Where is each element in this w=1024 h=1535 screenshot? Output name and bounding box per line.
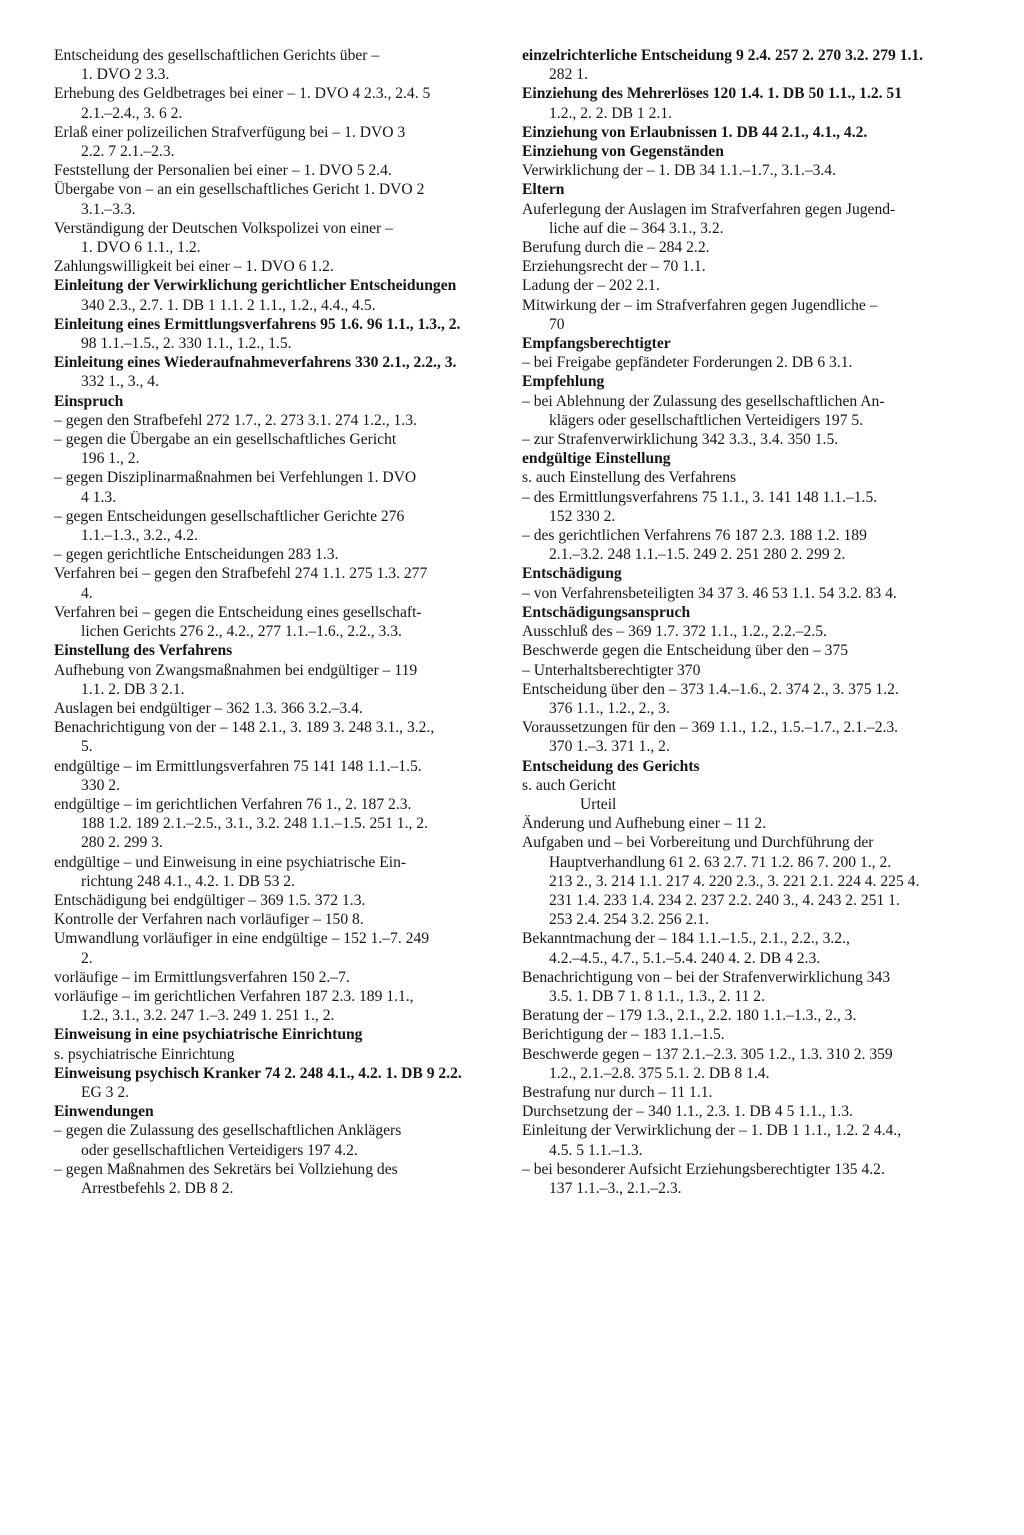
index-entry: – bei Ablehnung der Zulassung des gesellschaftlichen An- [522, 392, 885, 410]
index-entry: 376 1.1., 1.2., 2., 3. [549, 699, 670, 717]
index-heading: Einstellung des Verfahrens [54, 642, 233, 660]
index-entry: Verfahren bei – gegen die Entscheidung eines gesellschaft- [54, 603, 422, 621]
index-entry: Aufgaben und – bei Vorbereitung und Durchführung der [522, 834, 874, 852]
index-entry: 4. [81, 584, 93, 602]
index-entry: Erhebung des Geldbetrages bei einer – 1. DVO 4 2.3., 2.4. 5 [54, 85, 431, 103]
index-column-right [522, 46, 962, 1198]
index-entry: 98 1.1.–1.5., 2. 330 1.1., 1.2., 1.5. [81, 335, 292, 353]
index-heading: Einspruch [54, 392, 124, 410]
index-entry: 137 1.1.–3., 2.1.–2.3. [549, 1179, 682, 1197]
index-entry: Urteil [580, 795, 617, 813]
index-entry: Änderung und Aufhebung einer – 11 2. [522, 815, 767, 833]
index-entry: 2. [81, 949, 93, 967]
index-entry: 2.1.–2.4., 3. 6 2. [81, 104, 183, 122]
index-entry: 253 2.4. 254 3.2. 256 2.1. [549, 911, 709, 929]
index-entry: Ausschluß des – 369 1.7. 372 1.1., 1.2., 2.2.–2.5. [522, 623, 827, 641]
index-entry: – des gerichtlichen Verfahrens 76 187 2.3. 188 1.2. 189 [522, 527, 867, 545]
index-entry: – zur Strafenverwirklichung 342 3.3., 3.4. 350 1.5. [522, 431, 839, 449]
index-heading: Einweisung in eine psychiatrische Einrichtung [54, 1026, 363, 1044]
index-heading: einzelrichterliche Entscheidung 9 2.4. 257 2. 270 3.2. 279 1.1. [522, 47, 924, 64]
index-entry: 1.2., 2.1.–2.8. 375 5.1. 2. DB 8 1.4. [549, 1064, 770, 1082]
index-entry: Verwirklichung der – 1. DB 34 1.1.–1.7., 3.1.–3.4. [522, 162, 837, 180]
index-entry: 330 2. [81, 776, 120, 794]
index-entry: Aufhebung von Zwangsmaßnahmen bei endgültiger – 119 [54, 661, 418, 679]
index-heading: Einziehung des Mehrerlöses 120 1.4. 1. DB 50 1.1., 1.2. 51 [522, 85, 903, 103]
index-heading: Einziehung von Erlaubnissen 1. DB 44 2.1., 4.1., 4.2. [522, 123, 868, 141]
index-entry: 1.2., 2. 2. DB 1 2.1. [549, 104, 673, 122]
index-entry: vorläufige – im Ermittlungsverfahren 150 2.–7. [54, 968, 350, 986]
index-entry: – gegen die Übergabe an ein gesellschaftliches Gericht [54, 431, 397, 449]
index-entry: – bei besonderer Aufsicht Erziehungsberechtigter 135 4.2. [522, 1160, 885, 1178]
index-heading: Einweisung psychisch Kranker 74 2. 248 4.1., 4.2. 1. DB 9 2.2. [54, 1064, 462, 1082]
index-entry: 152 330 2. [549, 507, 616, 525]
index-entry: 3.1.–3.3. [81, 200, 136, 218]
index-entry: 5. [81, 738, 93, 756]
index-entry: klägers oder gesellschaftlichen Verteidigers 197 5. [549, 411, 864, 429]
index-entry: – des Ermittlungsverfahrens 75 1.1., 3. 141 148 1.1.–1.5. [522, 488, 878, 506]
index-heading: Einleitung der Verwirklichung gerichtlicher Entscheidungen [54, 277, 457, 295]
index-entry: s. auch Einstellung des Verfahrens [522, 469, 737, 487]
index-entry: Berufung durch die – 284 2.2. [522, 239, 710, 257]
index-entry: lichen Gerichts 276 2., 4.2., 277 1.1.–1.6., 2.2., 3.3. [81, 623, 402, 641]
index-entry: Auslagen bei endgültiger – 362 1.3. 366 3.2.–3.4. [54, 699, 363, 717]
index-entry: Arrestbefehls 2. DB 8 2. [81, 1179, 234, 1197]
index-entry: 2.1.–3.2. 248 1.1.–1.5. 249 2. 251 280 2. 299 2. [549, 546, 846, 564]
index-entry: – gegen Maßnahmen des Sekretärs bei Vollziehung des [54, 1160, 398, 1178]
index-entry: Durchsetzung der – 340 1.1., 2.3. 1. DB 4 5 1.1., 1.3. [522, 1103, 853, 1121]
index-entry: Beratung der – 179 1.3., 2.1., 2.2. 180 1.1.–1.3., 2., 3. [522, 1007, 857, 1025]
index-entry: 4.2.–4.5., 4.7., 5.1.–5.4. 240 4. 2. DB 4 2.3. [549, 949, 821, 967]
index-heading: Empfehlung [522, 373, 605, 391]
index-entry: Hauptverhandlung 61 2. 63 2.7. 71 1.2. 86 7. 200 1., 2. [549, 853, 892, 871]
index-entry: Benachrichtigung von der – 148 2.1., 3. 189 3. 248 3.1., 3.2., [54, 719, 435, 737]
index-entry: 370 1.–3. 371 1., 2. [549, 738, 670, 756]
index-entry: 280 2. 299 3. [81, 834, 163, 852]
index-entry: Berichtigung der – 183 1.1.–1.5. [522, 1026, 725, 1044]
index-entry: 1. DVO 6 1.1., 1.2. [81, 239, 201, 257]
index-entry: Beschwerde gegen – 137 2.1.–2.3. 305 1.2., 1.3. 310 2. 359 [522, 1045, 893, 1063]
index-entry: 1.1. 2. DB 3 2.1. [81, 680, 185, 698]
index-entry: s. psychiatrische Einrichtung [54, 1045, 235, 1063]
index-entry: 4.5. 5 1.1.–1.3. [549, 1141, 643, 1159]
index-entry: – von Verfahrensbeteiligten 34 37 3. 46 53 1.1. 54 3.2. 83 4. [522, 584, 897, 602]
index-entry: EG 3 2. [81, 1083, 130, 1101]
index-entry: 3.5. 1. DB 7 1. 8 1.1., 1.3., 2. 11 2. [549, 987, 766, 1005]
index-entry: Bekanntmachung der – 184 1.1.–1.5., 2.1., 2.2., 3.2., [522, 930, 850, 948]
index-heading: Einleitung eines Wiederaufnahmeverfahrens 330 2.1., 2.2., 3. [54, 354, 457, 372]
index-entry: 213 2., 3. 214 1.1. 217 4. 220 2.3., 3. 221 2.1. 224 4. 225 4. [549, 872, 920, 890]
index-entry: – gegen die Zulassung des gesellschaftlichen Anklägers [54, 1122, 402, 1140]
index-entry: – gegen gerichtliche Entscheidungen 283 1.3. [54, 546, 339, 564]
index-heading: Einwendungen [54, 1103, 154, 1121]
index-entry: Verfahren bei – gegen den Strafbefehl 274 1.1. 275 1.3. 277 [54, 565, 428, 583]
index-entry: – gegen Entscheidungen gesellschaftlicher Gerichte 276 [54, 507, 405, 525]
index-column-left [54, 46, 492, 1198]
index-entry: 282 1. [549, 66, 588, 84]
index-entry: Entscheidung des gesellschaftlichen Gerichts über – [54, 47, 380, 64]
index-entry: Benachrichtigung von – bei der Strafenverwirklichung 343 [522, 968, 891, 986]
index-heading: Entschädigung [522, 565, 622, 583]
index-entry: – gegen den Strafbefehl 272 1.7., 2. 273 3.1. 274 1.2., 1.3. [54, 411, 417, 429]
index-entry: endgültige – im Ermittlungsverfahren 75 141 148 1.1.–1.5. [54, 757, 422, 775]
index-entry: 340 2.3., 2.7. 1. DB 1 1.1. 2 1.1., 1.2., 4.4., 4.5. [81, 296, 376, 314]
index-entry: Kontrolle der Verfahren nach vorläufiger – 150 8. [54, 911, 364, 929]
index-heading: endgültige Einstellung [522, 450, 671, 468]
index-entry: 1.1.–1.3., 3.2., 4.2. [81, 527, 198, 545]
index-entry: 196 1., 2. [81, 450, 140, 468]
index-entry: Voraussetzungen für den – 369 1.1., 1.2., 1.5.–1.7., 2.1.–2.3. [522, 719, 899, 737]
index-entry: Verständigung der Deutschen Volkspolizei von einer – [54, 219, 393, 237]
index-entry: s. auch Gericht [522, 776, 616, 794]
index-entry: Übergabe von – an ein gesellschaftliches Gericht 1. DVO 2 [54, 181, 425, 199]
index-entry: 1.2., 3.1., 3.2. 247 1.–3. 249 1. 251 1., 2. [81, 1007, 335, 1025]
index-heading: Entscheidung des Gerichts [522, 757, 700, 775]
index-entry: – Unterhaltsberechtigter 370 [522, 661, 701, 679]
index-entry: – gegen Disziplinarmaßnahmen bei Verfehlungen 1. DVO [54, 469, 417, 487]
index-entry: Entschädigung bei endgültiger – 369 1.5. 372 1.3. [54, 891, 366, 909]
index-entry: 231 1.4. 233 1.4. 234 2. 237 2.2. 240 3., 4. 243 2. 251 1. [549, 891, 900, 909]
index-entry: 332 1., 3., 4. [81, 373, 159, 391]
index-entry: Bestrafung nur durch – 11 1.1. [522, 1083, 713, 1101]
index-entry: 4 1.3. [81, 488, 117, 506]
index-entry: liche auf die – 364 3.1., 3.2. [549, 219, 724, 237]
index-entry: vorläufige – im gerichtlichen Verfahren 187 2.3. 189 1.1., [54, 987, 414, 1005]
index-entry: 1. DVO 2 3.3. [81, 66, 170, 84]
index-entry: richtung 248 4.1., 4.2. 1. DB 53 2. [81, 872, 295, 890]
index-entry: Entscheidung über den – 373 1.4.–1.6., 2. 374 2., 3. 375 1.2. [522, 680, 899, 698]
index-entry: Ladung der – 202 2.1. [522, 277, 660, 295]
index-entry: oder gesellschaftlichen Verteidigers 197 4.2. [81, 1141, 358, 1159]
index-entry: Mitwirkung der – im Strafverfahren gegen Jugendliche – [522, 296, 878, 314]
index-entry: 188 1.2. 189 2.1.–2.5., 3.1., 3.2. 248 1.1.–1.5. 251 1., 2. [81, 815, 428, 833]
index-heading: Einleitung eines Ermittlungsverfahrens 95 1.6. 96 1.1., 1.3., 2. [54, 315, 461, 333]
index-entry: Einleitung der Verwirklichung der – 1. DB 1 1.1., 1.2. 2 4.4., [522, 1122, 902, 1140]
index-entry: Beschwerde gegen die Entscheidung über den – 375 [522, 642, 849, 660]
index-entry: endgültige – und Einweisung in eine psychiatrische Ein- [54, 853, 407, 871]
index-entry: – bei Freigabe gepfändeter Forderungen 2. DB 6 3.1. [522, 354, 853, 372]
index-entry: Auferlegung der Auslagen im Strafverfahren gegen Jugend- [522, 200, 896, 218]
index-heading: Einziehung von Gegenständen [522, 143, 724, 161]
index-entry: Zahlungswilligkeit bei einer – 1. DVO 6 1.2. [54, 258, 334, 276]
index-entry: Erlaß einer polizeilichen Strafverfügung bei – 1. DVO 3 [54, 123, 406, 141]
index-entry: Umwandlung vorläufiger in eine endgültige – 152 1.–7. 249 [54, 930, 430, 948]
index-entry: Feststellung der Personalien bei einer – 1. DVO 5 2.4. [54, 162, 392, 180]
index-heading: Eltern [522, 181, 565, 199]
index-entry: 70 [549, 315, 565, 333]
index-entry: Erziehungsrecht der – 70 1.1. [522, 258, 706, 276]
index-entry: endgültige – im gerichtlichen Verfahren 76 1., 2. 187 2.3. [54, 795, 412, 813]
index-heading: Empfangsberechtigter [522, 335, 671, 353]
index-heading: Entschädigungsanspruch [522, 603, 691, 621]
index-entry: 2.2. 7 2.1.–2.3. [81, 143, 175, 161]
